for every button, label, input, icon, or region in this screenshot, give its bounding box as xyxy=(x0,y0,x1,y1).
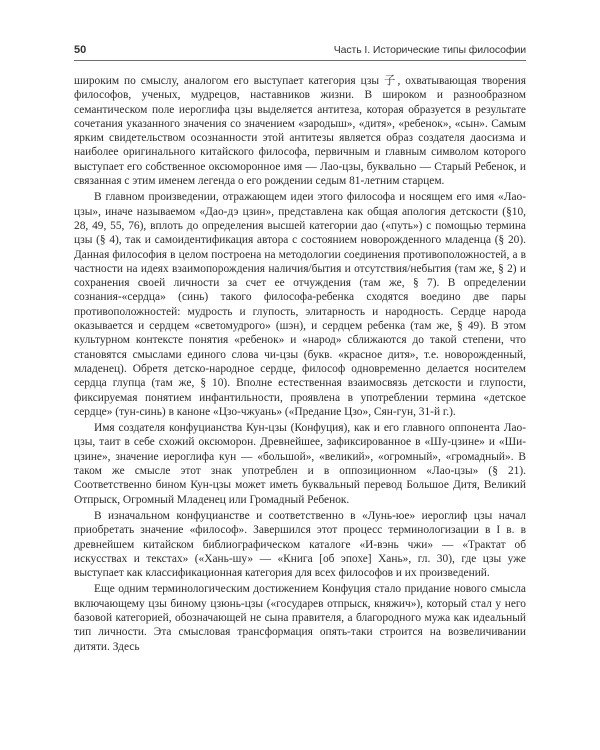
paragraph-4: В изначальном конфуцианстве и соответственно в «Лунь-юе» иероглиф цзы начал приобретать значение «философ». Завершился этот процесс терминологизации в I в. в древнейшем китайском библиографическом каталоге «И-вэнь чжи» — «Трактат об искусствах и текстах» («Хань-шу» — «Книга [об эпохе] Хань», гл. 30), где цзы уже выступает как классификационная категория для всех философов и их произведений. xyxy=(74,509,526,580)
running-head: Часть I. Исторические типы философии xyxy=(333,44,526,56)
paragraph-3: Имя создателя конфуцианства Кун-цзы (Конфуция), как и его главного оппонента Лао-цзы, таит в себе схожий оксюморон. Древнейшее, зафиксированное в «Шу-цзине» и «Ши-цзине», значение иероглифа кун — «большой», «великий», «огромный», «громадный». В таком же смысле этот знак употреблен и в оппозиционном «Лао-цзы» (§ 21). Соответственно бином Кун-цзы может иметь буквальный перевод Большое Дитя, Великий Отпрыск, Огромный Младенец или Громадный Ребенок. xyxy=(74,422,526,506)
body-text xyxy=(74,74,526,656)
paragraph-1: широким по смыслу, аналогом его выступает категория цзы 子, охватывающая творения философов, ученых, мудрецов, наставников жизни. В широком и разнообразном семантическом поле иероглифа цзы выделяется антитеза, которая образуется в результате сочетания указанного значения со значением «зародыш», «дитя», «ребенок», «сын». Самым ярким свидетельством осознанности этой антитезы является образ создателя даосизма и наиболее оригинального китайского философа, первичным и главным символом которого выступает его собственное оксюморонное имя — Лао-цзы, буквально — Старый Ребенок, и связанная с этим именем легенда о его рождении седым 81-летним старцем. xyxy=(74,75,526,188)
paragraph-2: В главном произведении, отражающем идеи этого философа и носящем его имя «Лао-цзы», иначе называемом «Дао-дэ цзин», представлена как общая апология детскости (§10, 28, 49, 55, 76), вплоть до определения высшей категории дао («путь») с помощью термина цзы (§ 4), так и самоидентификация автора с состоянием новорожденного младенца (§ 20). Данная философия в целом построена на методологии соединения противоположностей, а в частности на идеях взаимопорождения наличия/бытия и отсутствия/небытия (там же, § 2) и сохранения своей личности за счет ее отчуждения (там же, § 7). В определении сознания-«сердца» (синь) такого философа-ребенка сходятся воедино две пары противоположностей: мудрость и глупость, элитарность и народность. Сердце народа оказывается и сердцем «светомудрого» (шэн), и сердцем ребенка (там же, § 49). В этом культурном контексте понятия «ребенок» и «народ» сближаются до такой степени, что становятся смыслами единого слова чи-цзы (букв. «красное дитя», т.е. новорожденный, младенец). Обретя детско-народное сердце, философ одновременно делается носителем сердца глупца (там же, § 10). Вполне естественная взаимосвязь детскости и глупости, фиксируемая понятием инфантильности, проявлена в употреблении термина «детское сердце» (тун-синь) в каноне «Цзо-чжуань» («Предание Цзо», Сян-гун, 31-й г.). xyxy=(74,191,526,418)
header-rule xyxy=(74,60,526,61)
paragraph-5: Еще одним терминологическим достижением Конфуция стало придание нового смысла включающему цзы биному цзюнь-цзы («государев отпрыск, княжич»), который стал у него базовой категорией, обозначающей не сына правителя, а благородного мужа как идеальный тип личности. Эта смысловая трансформация опять-таки строится на возвеличивании дитяти. Здесь xyxy=(74,583,526,653)
page-header xyxy=(74,40,526,60)
page-number: 50 xyxy=(74,44,87,56)
